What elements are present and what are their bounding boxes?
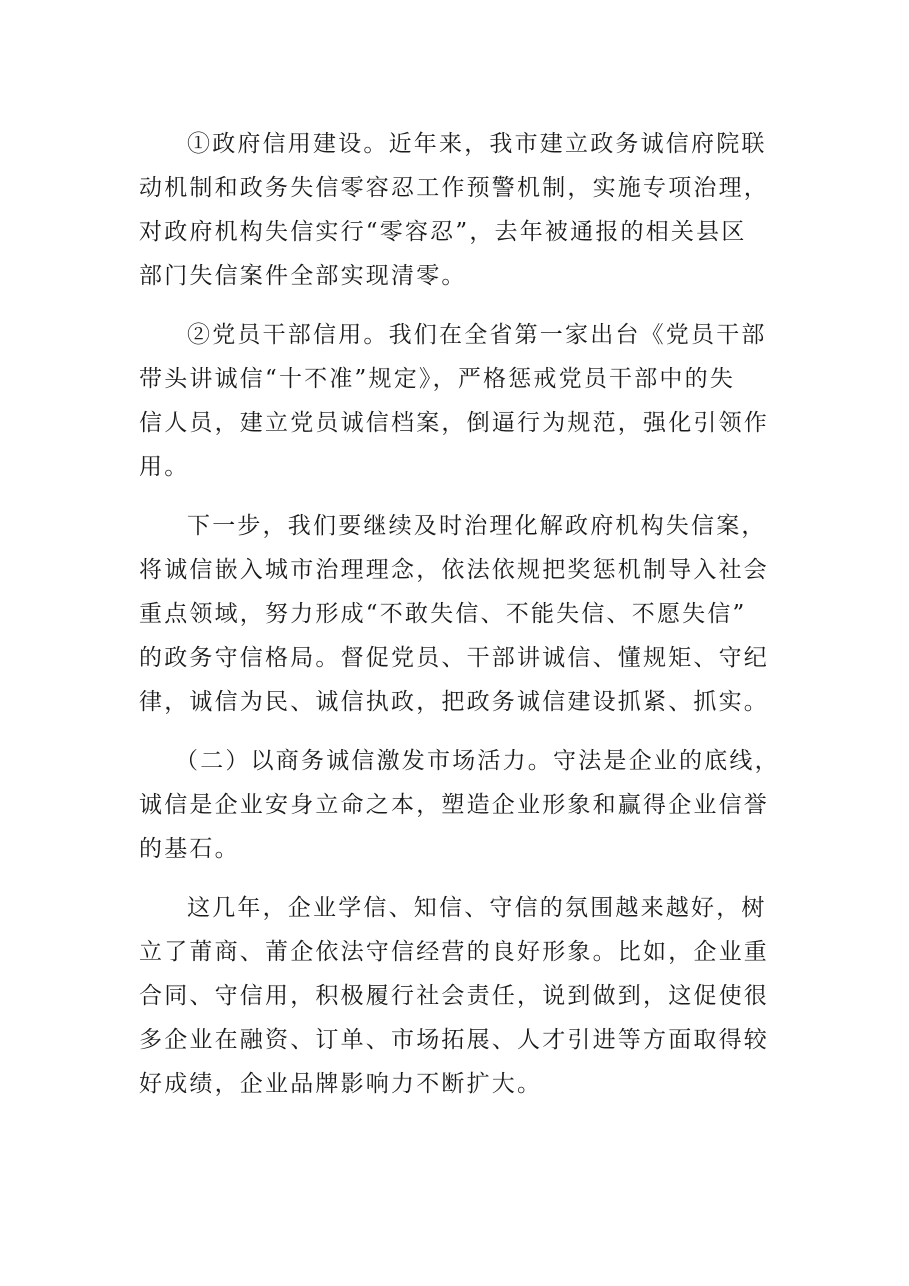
paragraph-enterprise-example-line-5: 好成绩，企业品牌影响力不断扩大。 (139, 1071, 543, 1097)
paragraph-government-credit-line-4: 部门失信案件全部实现清零。 (139, 263, 467, 289)
paragraph-next-step-line-1: 下一步，我们要继续及时治理化解政府机构失信案， (187, 513, 767, 539)
paragraph-business-credit-line-1: （二）以商务诚信激发市场活力。守法是企业的底线， (175, 748, 780, 774)
paragraph-party-cadre-line-4: 用。 (139, 454, 190, 480)
paragraph-next-step-line-5: 律，诚信为民、诚信执政，把政务诚信建设抓紧、抓实。 (139, 689, 769, 715)
paragraph-government-credit-line-2: 动机制和政务失信零容忍工作预警机制，实施专项治理， (139, 175, 769, 201)
paragraph-government-credit-line-3: 对政府机构失信实行“零容忍”，去年被通报的相关县区 (139, 219, 747, 245)
paragraph-enterprise-example-line-1: 这几年，企业学信、知信、守信的氛围越来越好，树 (187, 895, 767, 921)
paragraph-business-credit-line-3: 的基石。 (139, 836, 240, 862)
paragraph-next-step-line-4: 的政务守信格局。督促党员、干部讲诚信、懂规矩、守纪 (139, 645, 769, 671)
paragraph-enterprise-example-line-3: 合同、守信用，积极履行社会责任，说到做到，这促使很 (139, 983, 769, 1009)
paragraph-government-credit-line-1: ①政府信用建设。近年来，我市建立政务诚信府院联 (187, 131, 767, 157)
paragraph-party-cadre-line-2: 带头讲诚信“十不准”规定》，严格惩戒党员干部中的失 (139, 366, 736, 392)
paragraph-enterprise-example-line-4: 多企业在融资、订单、市场拓展、人才引进等方面取得较 (139, 1027, 769, 1053)
paragraph-next-step-line-2: 将诚信嵌入城市治理理念，依法依规把奖惩机制导入社会 (139, 557, 769, 583)
paragraph-business-credit-line-2: 诚信是企业安身立命之本，塑造企业形象和赢得企业信誉 (139, 792, 769, 818)
paragraph-party-cadre-line-3: 信人员，建立党员诚信档案，倒逼行为规范，强化引领作 (139, 410, 769, 436)
paragraph-next-step-line-3: 重点领域，努力形成“不敢失信、不能失信、不愿失信” (139, 601, 747, 627)
paragraph-enterprise-example-line-2: 立了莆商、莆企依法守信经营的良好形象。比如，企业重 (139, 939, 769, 965)
paragraph-party-cadre-line-1: ②党员干部信用。我们在全省第一家出台《党员干部 (187, 322, 767, 348)
